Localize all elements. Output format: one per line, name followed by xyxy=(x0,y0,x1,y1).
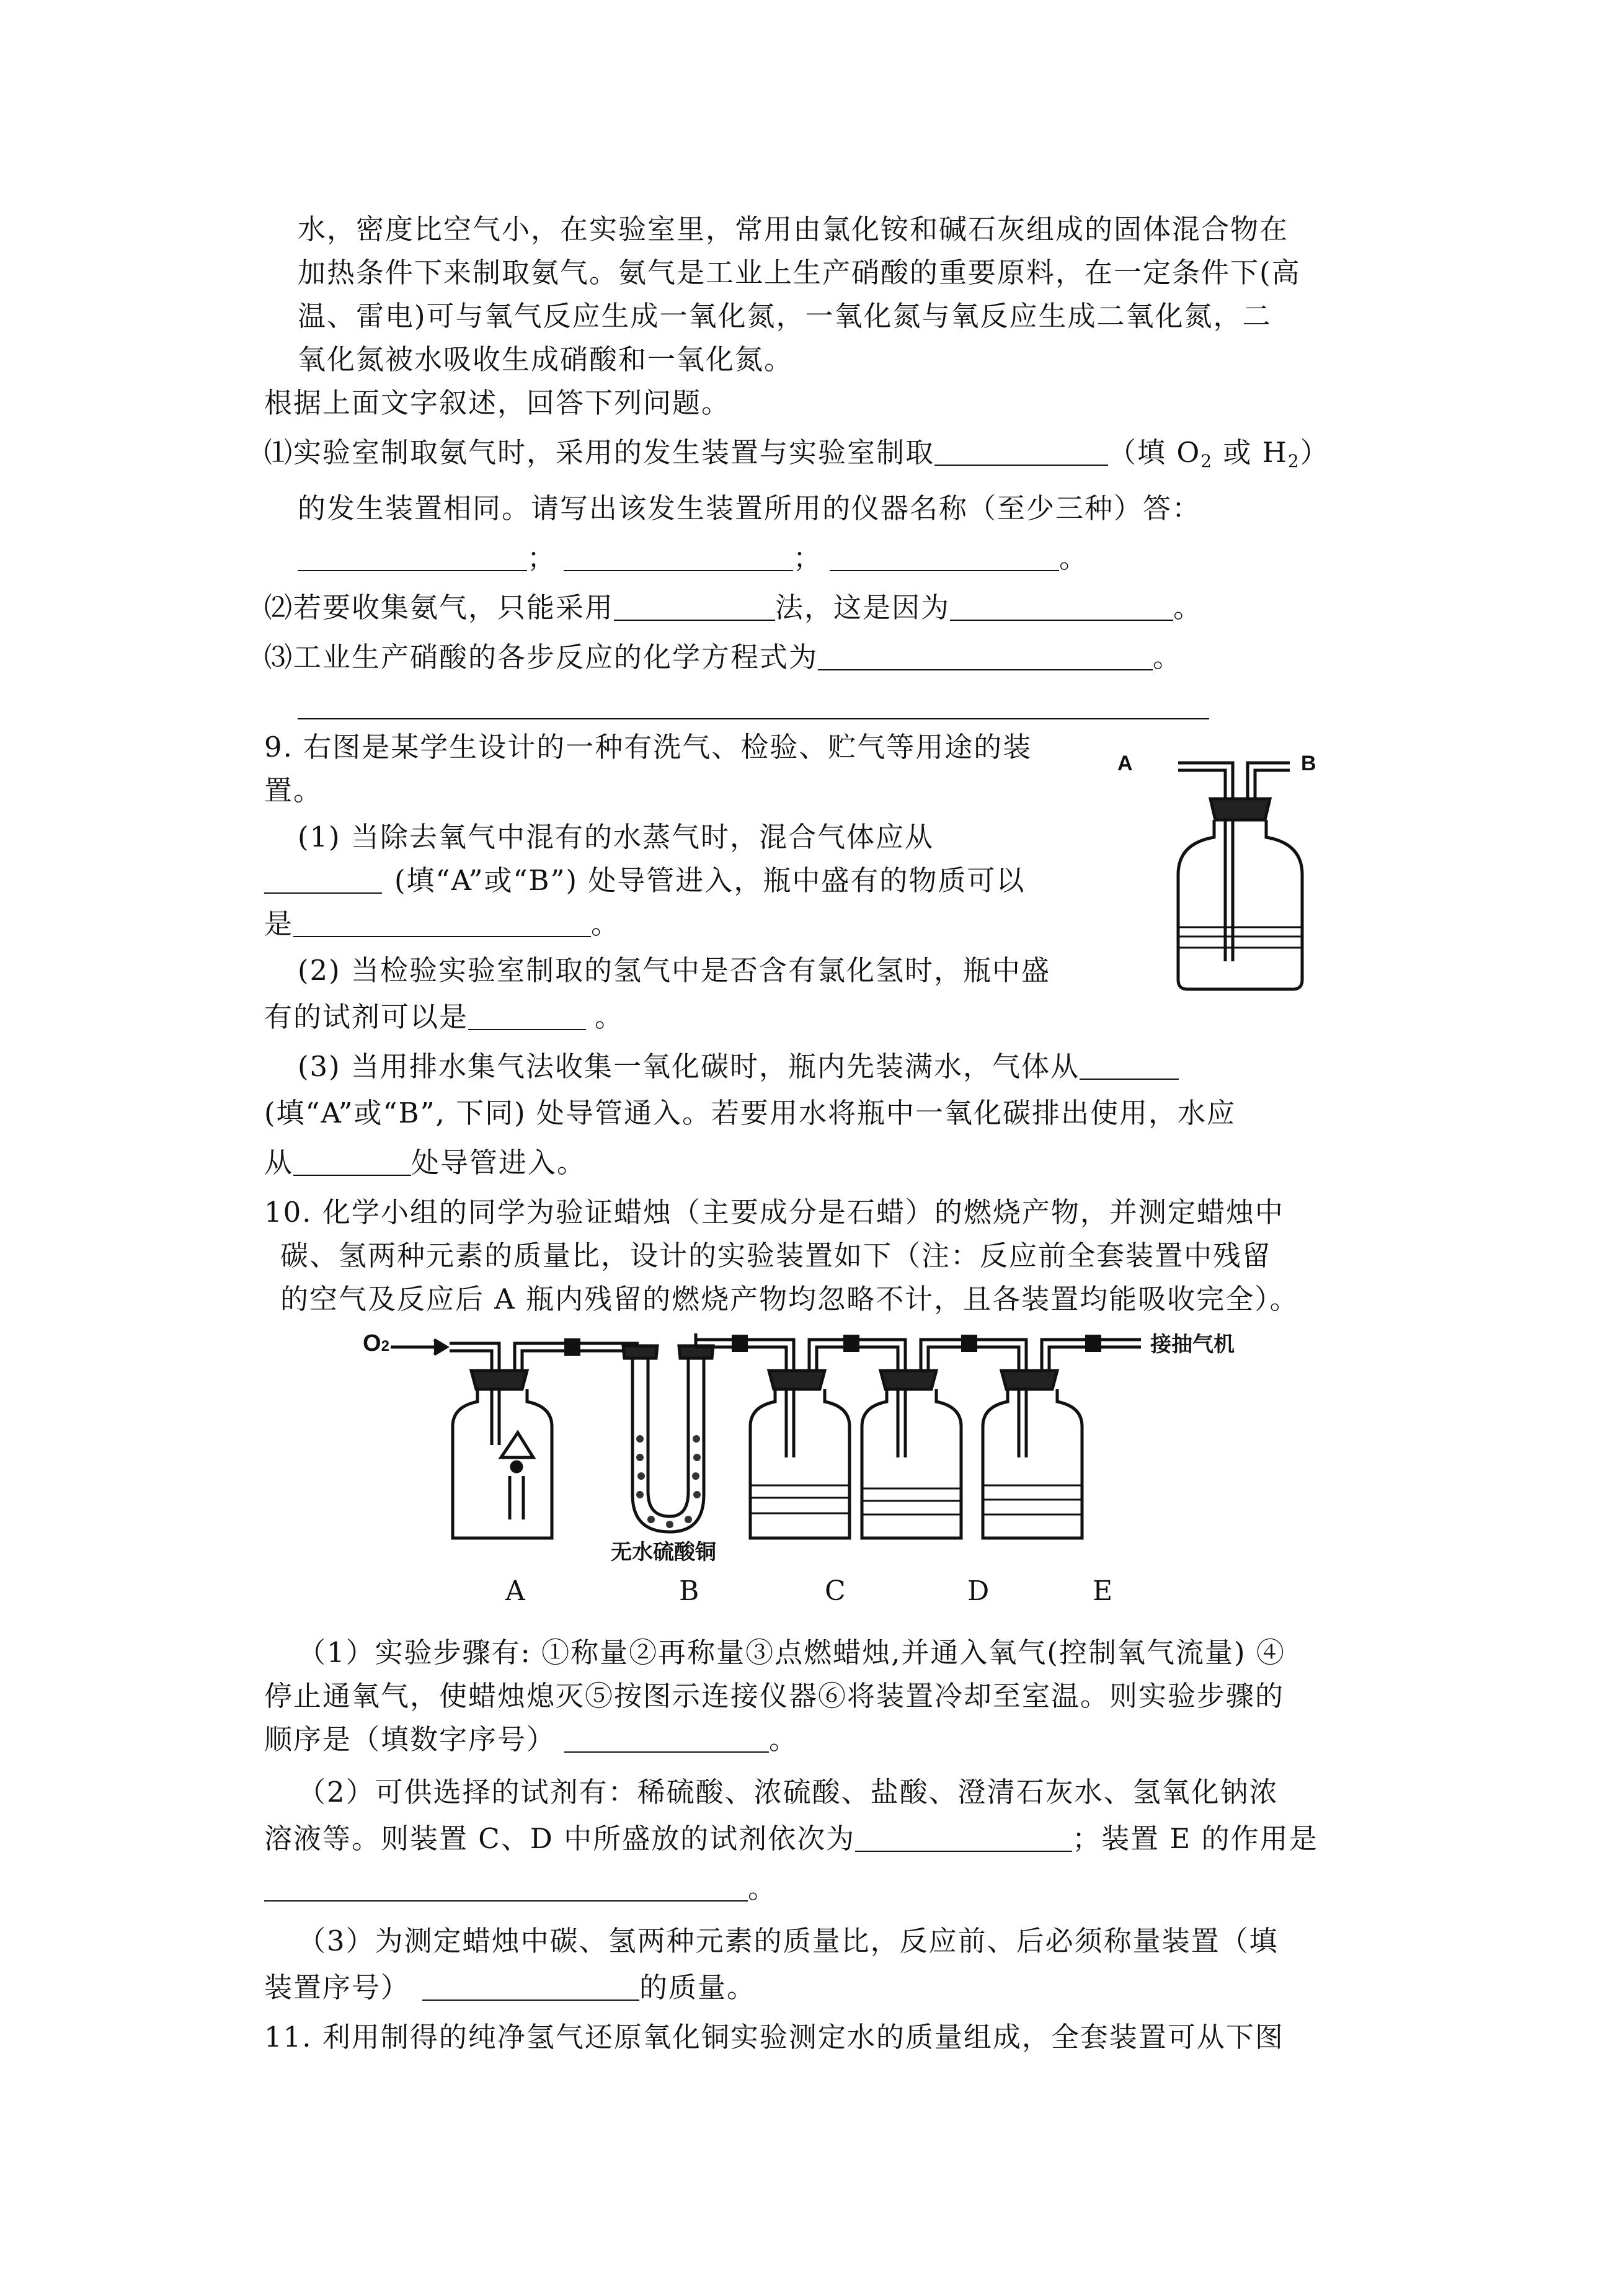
q9-gas-inlet-blank[interactable] xyxy=(1080,1051,1179,1080)
q10-line-2: 碳、氢两种元素的质量比，设计的实验装置如下（注：反应前全套装置中残留 xyxy=(280,1239,1272,1272)
q8-instrument-blank-3[interactable] xyxy=(830,543,1059,571)
q10-caption-d: D xyxy=(967,1575,990,1607)
q9-sub1-line3 xyxy=(264,905,620,943)
q9-sub1-text-b: (填“A”或“B”) 处导管进入，瓶中盛有的物质可以 xyxy=(394,864,1026,897)
q9-sub1-text-c: 是 xyxy=(264,907,294,940)
q10-apparatus-figure xyxy=(347,1333,1315,1569)
q8-o2-subscript: 2 xyxy=(1200,451,1214,471)
q8-period-3: 。 xyxy=(1153,641,1183,674)
q8-close-paren: ） xyxy=(1300,436,1329,469)
q10-reagents-blank[interactable] xyxy=(855,1823,1072,1852)
q8-instrument-blank-2[interactable] xyxy=(564,543,793,571)
q8-part2-text-b: 法，这是因为 xyxy=(775,591,951,624)
q9-period-1: 。 xyxy=(591,907,621,940)
q9-sub1-line2 xyxy=(264,862,1025,899)
q10-period-2: 。 xyxy=(748,1872,778,1905)
q8-instrument-blank-1[interactable] xyxy=(298,543,527,571)
q10-caption-c: C xyxy=(825,1575,846,1607)
q9-gas-bottle-figure xyxy=(1141,750,1327,999)
q10-caption-b: B xyxy=(679,1575,699,1607)
q8-equation-blank-2[interactable] xyxy=(298,718,1209,719)
q10-pump-label: 接抽气机 xyxy=(1150,1333,1235,1356)
q9-sub3-line3 xyxy=(264,1144,586,1181)
q8-part3 xyxy=(264,639,1182,676)
q10-sub3-text-b: 装置序号） xyxy=(264,1971,410,2004)
q10-sub1-text-c: 顺序是（填数字序号） xyxy=(264,1723,556,1756)
q10-caption-a: A xyxy=(505,1575,525,1607)
q10-order-blank[interactable] xyxy=(564,1724,769,1753)
q10-sub1-line1: （1）实验步骤有: ①称量②再称量③点燃蜡烛,并通入氧气(控制氧气流量) ④ xyxy=(298,1636,1285,1669)
q10-cuso4-label: 无水硫酸铜 xyxy=(611,1541,716,1564)
passage-line-2: 加热条件下来制取氨气。氨气是工业上生产硝酸的重要原料，在一定条件下(高 xyxy=(298,256,1301,289)
q9-sub3-text-d: 处导管进入。 xyxy=(411,1146,587,1179)
q8-fill-hint: （填 O xyxy=(1108,436,1201,469)
q10-period-1: 。 xyxy=(769,1723,799,1756)
q8-semicolon-2: ； xyxy=(793,541,823,574)
q9-reagent-blank[interactable] xyxy=(468,1002,586,1030)
q10-sub3-text-c: 的质量。 xyxy=(639,1971,757,2004)
q8-reason-blank[interactable] xyxy=(950,592,1173,621)
q8-equation-blank[interactable] xyxy=(818,642,1153,670)
q8-gas-blank[interactable] xyxy=(934,437,1108,466)
q11-line-1: 11. 利用制得的纯净氢气还原氧化铜实验测定水的质量组成，全套装置可从下图 xyxy=(264,2021,1284,2053)
q9-line-1: 9. 右图是某学生设计的一种有洗气、检验、贮气等用途的装 xyxy=(264,731,1032,763)
q9-sub3-line2: (填“A”或“B”, 下同) 处导管通入。若要用水将瓶中一氧化碳排出使用，水应 xyxy=(264,1097,1236,1129)
q10-sub3-line1: （3）为测定蜡烛中碳、氢两种元素的质量比，反应前、后必须称量装置（填 xyxy=(298,1924,1279,1957)
q9-sub3-line1 xyxy=(298,1048,1179,1085)
q10-sub3-line2 xyxy=(264,1969,756,2006)
passage-line-3: 温、雷电)可与氧气反应生成一氧化氮，一氧化氮与氧反应生成二氧化氮，二 xyxy=(298,300,1272,332)
passage-line-1: 水，密度比空气小，在实验室里，常用由氯化铵和碱石灰组成的固体混合物在 xyxy=(298,213,1289,246)
q10-weigh-devices-blank[interactable] xyxy=(422,1972,639,2001)
q9-sub3-text-a: (3) 当用排水集气法收集一氧化碳时，瓶内先装满水，气体从 xyxy=(298,1050,1080,1083)
q8-part1-answers xyxy=(298,540,1088,577)
q10-line-3: 的空气及反应后 A 瓶内残留的燃烧产物均忽略不计，且各装置均能吸收完全）。 xyxy=(280,1283,1299,1315)
q10-line-1: 10. 化学小组的同学为验证蜡烛（主要成分是石蜡）的燃烧产物，并测定蜡烛中 xyxy=(264,1196,1284,1229)
q8-part1-text: ⑴实验室制取氨气时，采用的发生装置与实验室制取 xyxy=(264,436,935,469)
q10-device-e-role-blank[interactable] xyxy=(264,1873,748,1902)
q8-intro: 根据上面文字叙述，回答下列问题。 xyxy=(264,386,731,419)
passage-line-4: 氧化氮被水吸收生成硝酸和一氧化氮。 xyxy=(298,343,794,376)
q9-inlet-blank[interactable] xyxy=(264,865,382,894)
q10-sub1-line3 xyxy=(264,1721,798,1758)
q10-sub2-text-c: ；装置 E 的作用是 xyxy=(1072,1822,1318,1855)
q8-period-2: 。 xyxy=(1173,591,1203,624)
q10-sub2-line3 xyxy=(264,1870,777,1907)
q9-sub1-line1: (1) 当除去氧气中混有的水蒸气时，混合气体应从 xyxy=(298,821,934,853)
q9-label-a: A xyxy=(1117,752,1133,775)
q9-substance-blank[interactable] xyxy=(293,909,591,937)
q8-part1-line2: 的发生装置相同。请写出该发生装置所用的仪器名称（至少三种）答： xyxy=(298,492,1202,525)
q9-sub3-text-c: 从 xyxy=(264,1146,294,1179)
q8-part3-text: ⑶工业生产硝酸的各步反应的化学方程式为 xyxy=(264,641,819,674)
q8-semicolon-1: ； xyxy=(527,541,557,574)
q10-sub2-line2 xyxy=(264,1820,1318,1857)
q8-or-text: 或 H xyxy=(1213,436,1288,469)
q10-o2-label xyxy=(363,1330,389,1357)
q10-o2-subscript: 2 xyxy=(381,1338,389,1355)
q10-sub1-line2: 停止通氧气，使蜡烛熄灭⑤按图示连接仪器⑥将装置冷却至室温。则实验步骤的 xyxy=(264,1679,1285,1712)
q9-line-2: 置。 xyxy=(264,774,323,807)
q9-sub2-line2 xyxy=(264,999,624,1036)
q8-part1-line1 xyxy=(264,434,1329,480)
q8-part2 xyxy=(264,589,1202,626)
q9-sub2-line1: (2) 当检验实验室制取的氢气中是否含有氯化氢时，瓶中盛 xyxy=(298,954,1051,987)
q8-h2-subscript: 2 xyxy=(1287,451,1300,471)
q9-period-2: 。 xyxy=(595,1000,624,1033)
q10-o2-text: O xyxy=(363,1330,381,1356)
q10-caption-e: E xyxy=(1093,1575,1113,1607)
q9-label-b: B xyxy=(1301,752,1316,775)
q8-collect-method-blank[interactable] xyxy=(614,592,775,621)
q8-period-1: 。 xyxy=(1059,541,1089,574)
q10-sub2-text-b: 溶液等。则装置 C、D 中所盛放的试剂依次为 xyxy=(264,1822,856,1855)
q10-sub2-line1: （2）可供选择的试剂有：稀硫酸、浓硫酸、盐酸、澄清石灰水、氢氧化钠浓 xyxy=(298,1776,1279,1808)
q9-water-inlet-blank[interactable] xyxy=(293,1147,411,1176)
q8-part2-text-a: ⑵若要收集氨气，只能采用 xyxy=(264,591,615,624)
q9-sub2-text-b: 有的试剂可以是 xyxy=(264,1000,469,1033)
